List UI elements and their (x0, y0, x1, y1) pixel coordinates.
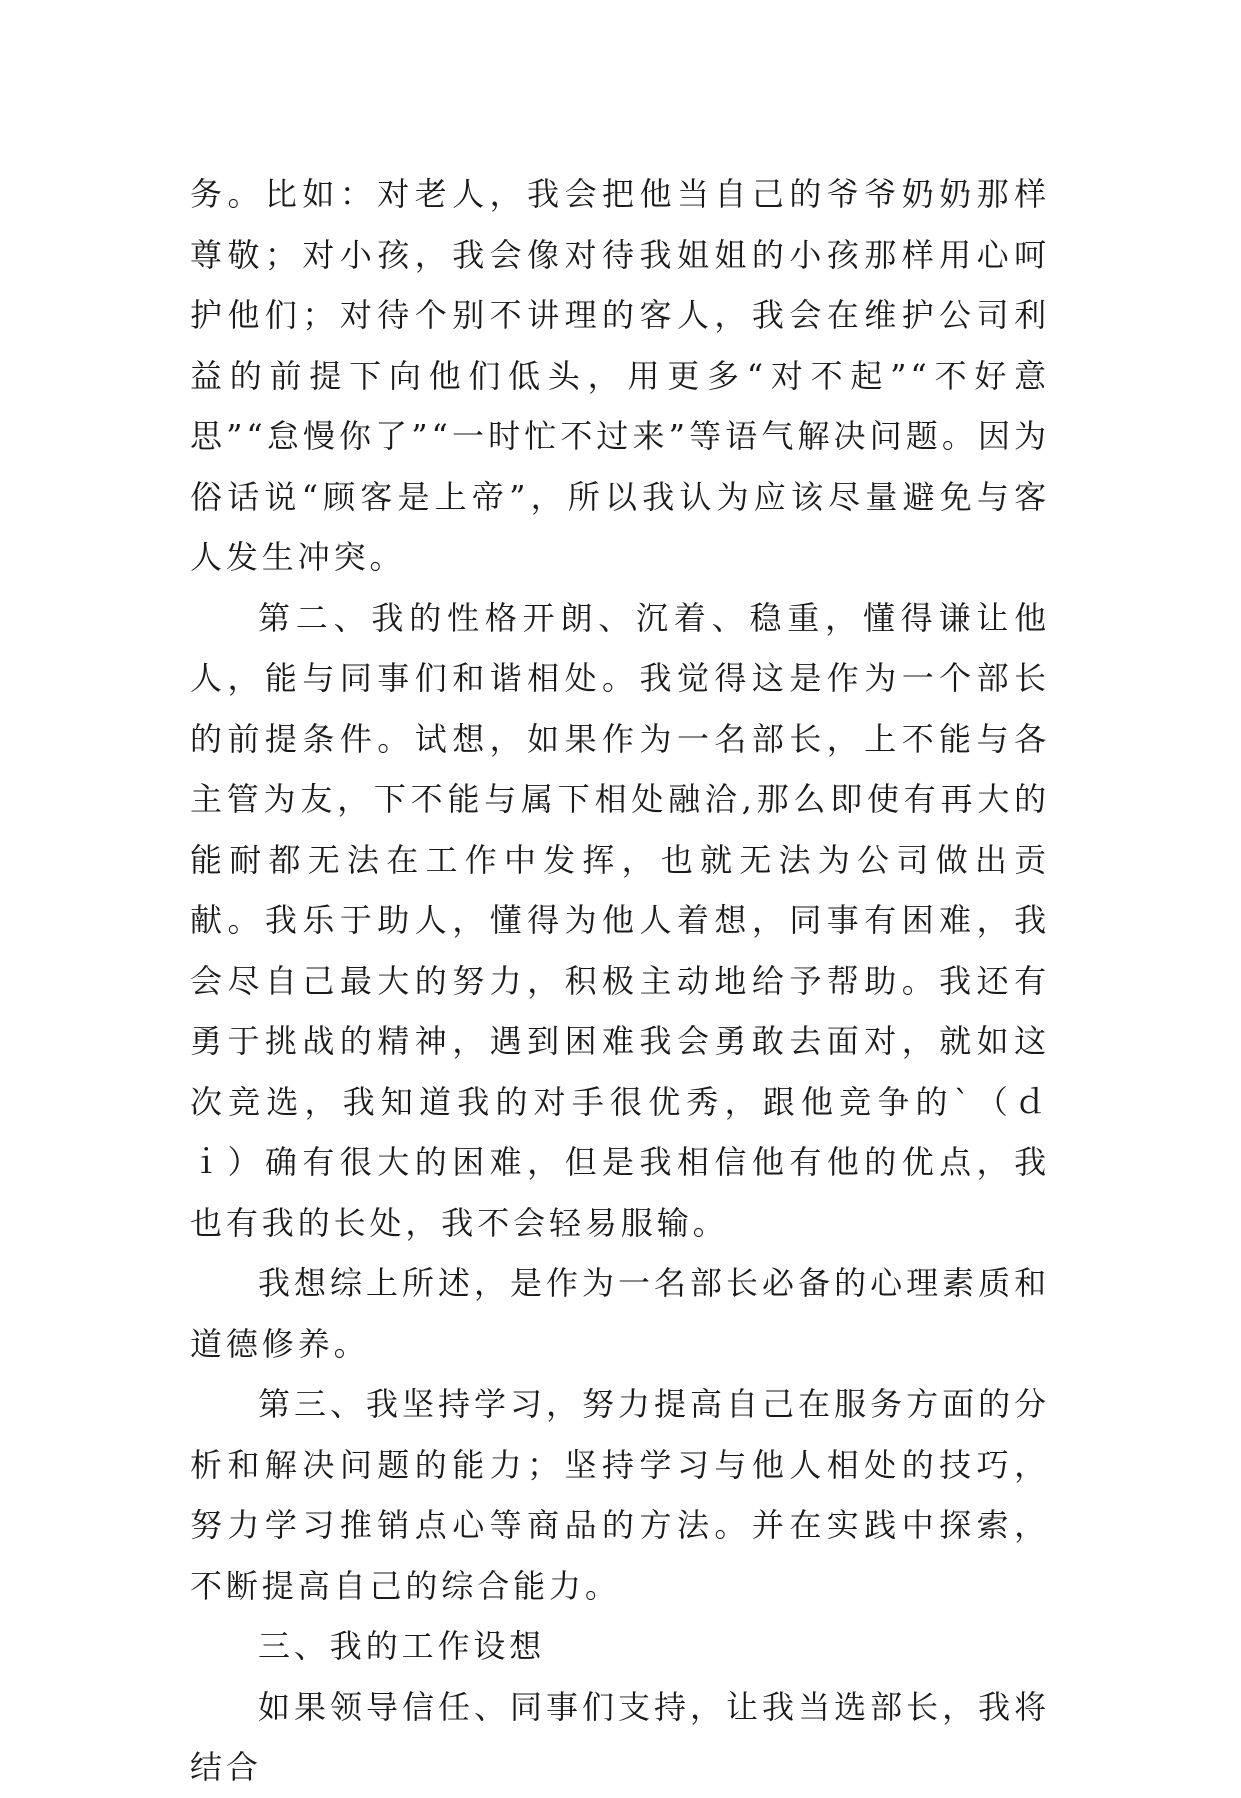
paragraph-third-point: 第三、我坚持学习，努力提高自己在服务方面的分析和解决问题的能力；坚持学习与他人相处的技巧，努力学习推销点心等商品的方法。并在实践中探索，不断提高自己的综合能力。 (190, 1385, 1050, 1605)
section-heading-work-plan: 三、我的工作设想 (258, 1627, 546, 1665)
paragraph-work-plan-intro: 如果领导信任、同事们支持，让我当选部长，我将结合 (190, 1687, 1050, 1786)
paragraph-summary: 我想综上所述，是作为一名部长必备的心理素质和道德修养。 (190, 1264, 1050, 1363)
document-body (190, 164, 1050, 1798)
paragraph-continuation: 务。比如：对老人，我会把他当自己的爷爷奶奶那样尊敬；对小孩，我会像对待我姐姐的小孩那样用心呵护他们；对待个别不讲理的客人，我会在维护公司利益的前提下向他们低头，用更多“对不起”“不好意思”“怠慢你了”“一时忙不过来”等语气解决问题。因为俗话说“顾客是上帝”，所以我认为应该尽量避免与客人发生冲突。 (190, 175, 1050, 576)
paragraph-second-point: 第二、我的性格开朗、沉着、稳重，懂得谦让他人，能与同事们和谐相处。我觉得这是作为一个部长的前提条件。试想，如果作为一名部长，上不能与各主管为友，下不能与属下相处融洽,那么即使有再大的能耐都无法在工作中发挥，也就无法为公司做出贡献。我乐于助人，懂得为他人着想，同事有困难，我会尽自己最大的努力，积极主动地给予帮助。我还有勇于挑战的精神，遇到困难我会勇敢去面对，就如这次竞选，我知道我的对手很优秀，跟他竞争的`（ｄｉ）确有很大的困难，但是我相信他有他的优点，我也有我的长处，我不会轻易服输。 (190, 598, 1050, 1242)
